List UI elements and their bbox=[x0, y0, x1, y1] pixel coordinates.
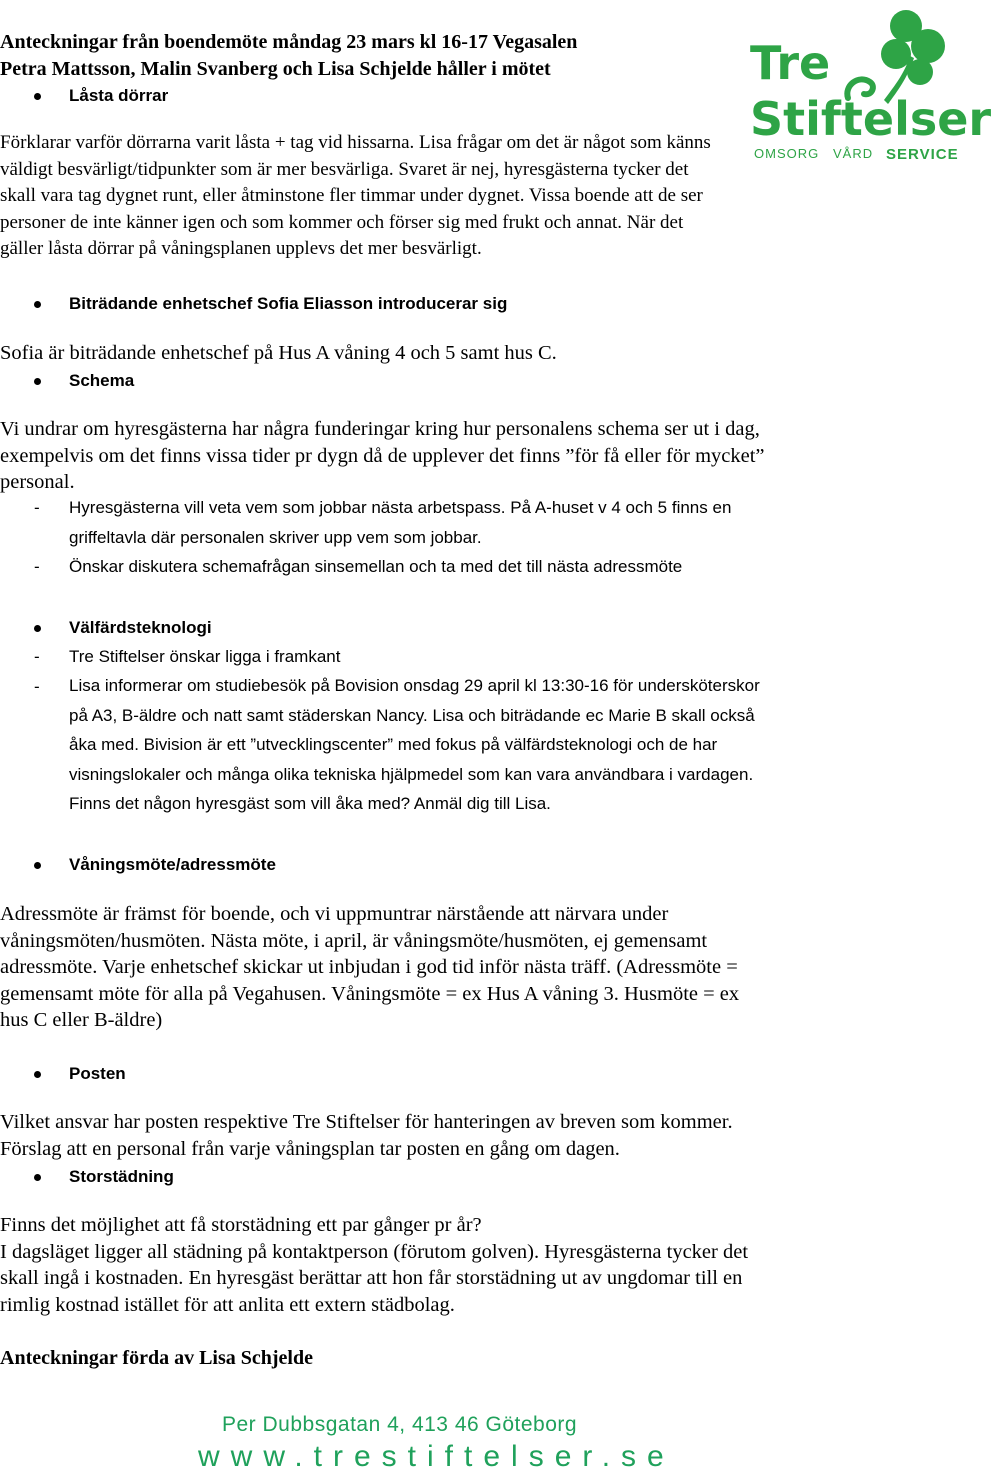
bullet-icon bbox=[34, 862, 41, 869]
dash-icon: - bbox=[34, 677, 40, 696]
mail-text: Vilket ansvar har posten respektive Tre Stiftelser för hanteringen av breven som kommer. Förslag att en personal från varje våningsplan tar posten en gång om dagen. bbox=[0, 1111, 733, 1160]
logo-word-tre: Tre bbox=[750, 36, 831, 90]
section-heading-locked-doors: Låsta dörrar bbox=[69, 86, 169, 105]
section-heading-cleaning: Storstädning bbox=[69, 1167, 174, 1186]
bullet-icon bbox=[34, 1071, 41, 1078]
schedule-item: Önskar diskutera schemafrågan sinsemellan och ta med det till nästa adressmöte bbox=[69, 557, 683, 576]
logo-tagline-omsorg: OMSORG bbox=[754, 146, 820, 161]
section-heading-floor-meeting: Våningsmöte/adressmöte bbox=[69, 855, 276, 874]
cleaning-text: Finns det möjlighet att få storstädning ett par gånger pr år? I dagsläget ligger all städning på kontaktperson (förutom golven). Hyresgästerna tycker det skall ingå i kostnaden. En hyresgäst berättar att hon får storstädning ut av ungdomar till en rimlig kostnad istället för att anlita ett extern städbolag. bbox=[0, 1214, 749, 1316]
deputy-text: Sofia är biträdande enhetschef på Hus A våning 4 och 5 samt hus C. bbox=[0, 342, 557, 364]
dash-icon: - bbox=[34, 557, 40, 576]
logo-tagline-vard: VÅRD bbox=[833, 146, 874, 161]
schedule-text: Vi undrar om hyresgästerna har några funderingar kring hur personalens schema ser ut i dag, exempelvis om det finns vissa tider pr dygn då de upplever det finns ”för få eller för mycket” personal. bbox=[0, 418, 765, 493]
section-heading-deputy: Biträdande enhetschef Sofia Eliasson introducerar sig bbox=[69, 294, 508, 313]
signature-line: Anteckningar förda av Lisa Schjelde bbox=[0, 1347, 313, 1369]
welfare-item: Tre Stiftelser önskar ligga i framkant bbox=[69, 647, 341, 666]
bullet-icon bbox=[34, 1174, 41, 1181]
footer-address: Per Dubbsgatan 4, 413 46 Göteborg bbox=[222, 1413, 578, 1436]
bullet-icon bbox=[34, 378, 41, 385]
logo bbox=[748, 4, 991, 164]
dash-icon: - bbox=[34, 647, 40, 666]
document-title-line2: Petra Mattsson, Malin Svanberg och Lisa Schjelde håller i mötet bbox=[0, 58, 551, 80]
welfare-item: Lisa informerar om studiebesök på Bovision onsdag 29 april kl 13:30-16 för undersköterskor på A3, B-äldre och natt samt städerskan Nancy. Lisa och biträdande ec Marie B skall också åka med. Bivision är ett ”utvecklingscenter” med fokus på välfärdsteknologi och de har visningslokaler och många olika tekniska hjälpmedel som kan vara användbara i vardagen. Finns det någon hyresgäst som vill åka med? Anmäl dig till Lisa. bbox=[69, 676, 760, 813]
schedule-item: Hyresgästerna vill veta vem som jobbar nästa arbetspass. På A-huset v 4 och 5 finns en griffeltavla där personalen skriver upp vem som jobbar. bbox=[69, 498, 732, 547]
dash-icon: - bbox=[34, 498, 40, 517]
footer-website-link[interactable]: www.trestiftelser.se bbox=[198, 1440, 675, 1473]
section-heading-welfare: Välfärdsteknologi bbox=[69, 618, 212, 637]
document-title-line1: Anteckningar från boendemöte måndag 23 mars kl 16-17 Vegasalen bbox=[0, 31, 578, 53]
bullet-icon bbox=[34, 93, 41, 100]
bullet-icon bbox=[34, 301, 41, 308]
floor-meeting-text: Adressmöte är främst för boende, och vi uppmuntrar närstående att närvara under våningsmöten/husmöten. Nästa möte, i april, är våningsmöte/husmöten, ej gemensamt adressmöte. Varje enhetschef skickar ut inbjudan i god tid inför nästa träff. (Adressmöte = gemensamt möte för alla på Vegahusen. Våningsmöte = ex Hus A våning 3. Husmöte = ex hus C eller B-äldre) bbox=[0, 903, 740, 1031]
locked-doors-text: Förklarar varför dörrarna varit låsta + tag vid hissarna. Lisa frågar om det är något som känns väldigt besvärligt/tidpunkter som är mer besvärliga. Svaret är nej, hyresgästerna tycker det skall vara tag dygnet runt, eller åtminstone fler timmar under dygnet. Vissa boende att de ser personer de inte känner igen och som kommer och förser sig med frukt och annat. När det gäller låsta dörrar på våningsplanen upplevs det mer besvärligt. bbox=[0, 132, 711, 259]
section-heading-schedule: Schema bbox=[69, 371, 135, 390]
logo-tagline-service: SERVICE bbox=[886, 146, 959, 163]
logo-word-stiftelser: Stiftelser bbox=[750, 92, 991, 146]
bullet-icon bbox=[34, 625, 41, 632]
section-heading-mail: Posten bbox=[69, 1064, 126, 1083]
